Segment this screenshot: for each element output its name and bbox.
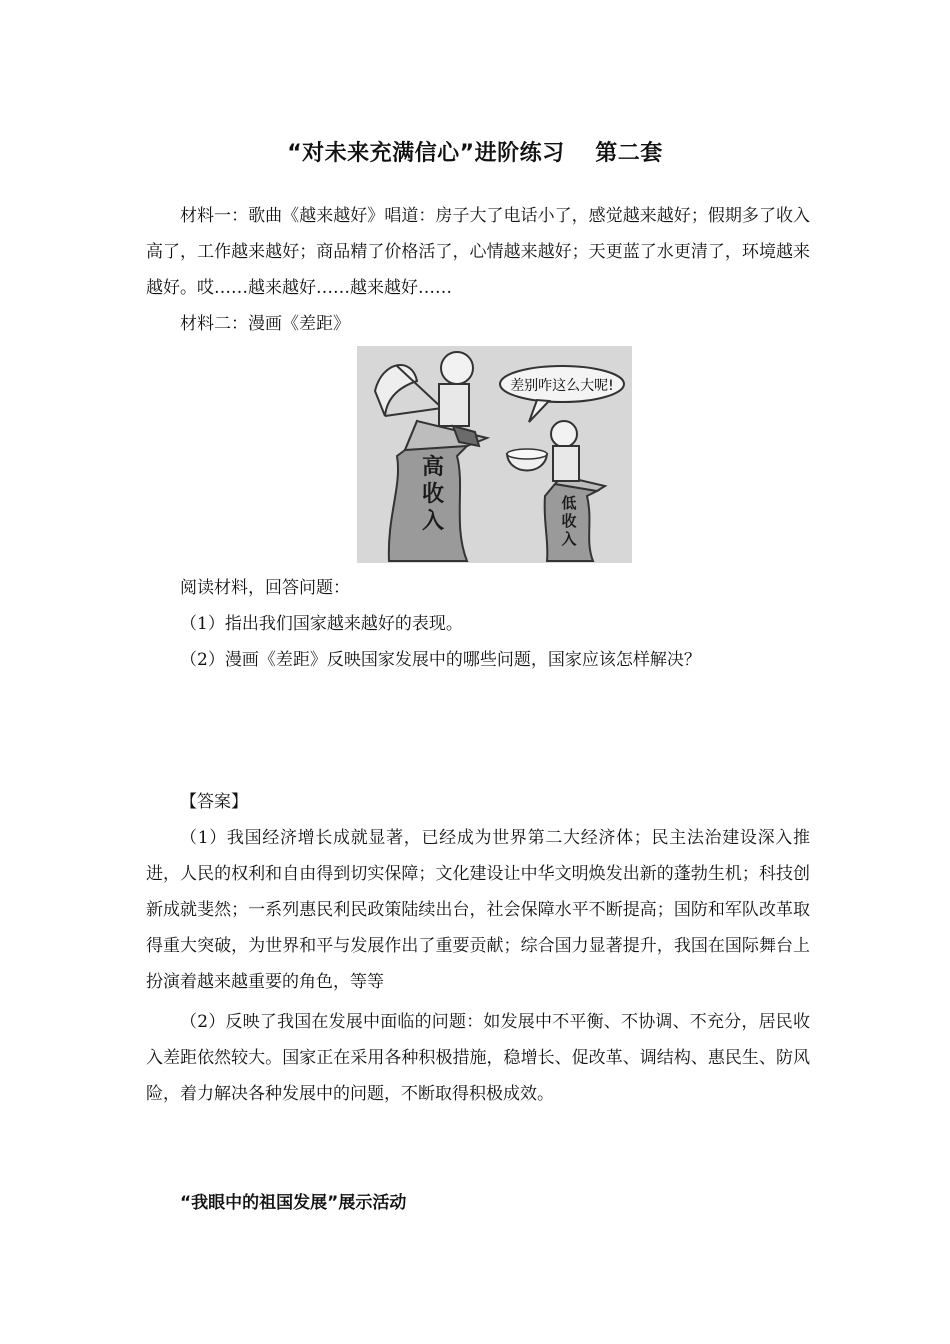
high-income-label-3: 入 (421, 509, 445, 534)
answer-1: （1）我国经济增长成就显著，已经成为世界第二大经济体；民主法治建设深入推进，人民的权利和自由得到切实保障；文化建设让中华文明焕发出新的蓬勃生机；科技创新成就斐然；一系列惠民利民政策陆续出台，社会保障水平不断提高；国防和军队改革取得重大突破，为世界和平与发展作出了重要贡献；综合国力显著提升，我国在国际舞台上扮演着越来越重要的角色，等等 (146, 828, 810, 992)
high-income-label-1: 高 (421, 455, 445, 480)
cartoon-drawing (357, 346, 632, 563)
answer-2: （2）反映了我国在发展中面临的问题：如发展中不平衡、不协调、不充分，居民收入差距依然较大。国家正在采用各种积极措施，稳增长、促改革、调结构、惠民生、防风险，着力解决各种发展中的问题，不断取得积极成效。 (146, 1012, 810, 1104)
cartoon-image (357, 346, 632, 563)
section-title: “我眼中的祖国发展”展示活动 (180, 1193, 407, 1213)
low-income-label-3: 入 (561, 530, 577, 548)
question-2: （2）漫画《差距》反映国家发展中的哪些问题，国家应该怎样解决？ (180, 650, 701, 670)
page-title: “对未来充满信心”进阶练习 第二套 (287, 141, 663, 166)
question-1: （1）指出我们国家越来越好的表现。 (180, 614, 463, 634)
high-income-label-2: 收 (421, 482, 445, 507)
reading-prompt: 阅读材料，回答问题： (180, 578, 350, 598)
material-one: 材料一：歌曲《越来越好》唱道：房子大了电话小了，感觉越来越好；假期多了收入高了，工作越来越好；商品精了价格活了，心情越来越好；天更蓝了水更清了，环境越来越好。哎……越来越好……越来越好…… (146, 206, 810, 298)
low-income-label-2: 收 (561, 512, 577, 530)
speech-bubble-text: 差别咋这么大呢! (510, 378, 614, 394)
low-income-label-1: 低 (561, 494, 577, 512)
material-two-label: 材料二：漫画《差距》 (180, 314, 350, 334)
answer-heading: 【答案】 (180, 792, 248, 812)
